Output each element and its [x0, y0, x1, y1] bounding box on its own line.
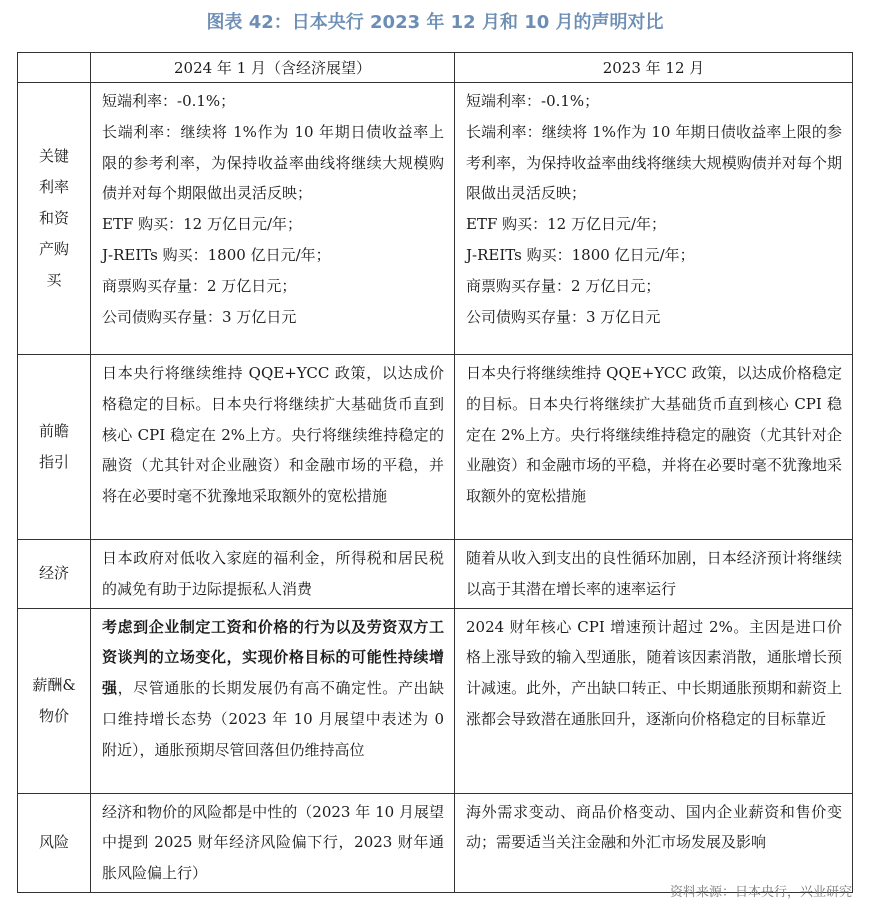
jreit-line: J-REITs 购买：1800 亿日元/年； [466, 245, 695, 264]
row-key-rate [18, 83, 853, 355]
cell-wages-2024 [91, 608, 455, 793]
wages-rest-text: ，尽管通胀的长期发展仍有高不确定性。产出缺口维持增长态势（2023 年 10 月展望中表述为 0 附近），通胀预期尽管回落但仍维持高位 [102, 679, 444, 759]
header-2024-jan: 2024 年 1 月（含经济展望） [91, 53, 455, 83]
row-label-guidance: 前瞻指引 [18, 355, 91, 540]
cell-guidance-2024: 日本央行将继续维持 QQE+YCC 政策，以达成价格稳定的目标。日本央行将继续扩大基础货币直到核心 CPI 稳定在 2%上方。央行将继续维持稳定的融资（尤其针对企业融资）和金融市场的平稳，并将在必要时毫不犹豫地采取额外的宽松措施 [91, 355, 455, 540]
etf-line: ETF 购买：12 万亿日元/年； [466, 215, 667, 234]
cell-wages-2023: 2024 财年核心 CPI 增速预计超过 2%。主因是进口价格上涨导致的输入型通胀，随着该因素消散，通胀增长预计减速。此外，产出缺口转正、中长期通胀预期和薪资上涨都会导致潜在通胀回升，逐渐向价格稳定的目标靠近 [455, 608, 853, 793]
long-rate-line: 长端利率：继续将 1%作为 10 年期日债收益率上限的参考利率，为保持收益率曲线将继续大规模购债并对每个期限做出灵活反映； [102, 122, 444, 203]
header-row [18, 53, 853, 83]
cell-guidance-2023: 日本央行将继续维持 QQE+YCC 政策，以达成价格稳定的目标。日本央行将继续扩大基础货币直到核心 CPI 稳定在 2%上方。央行将继续维持稳定的融资（尤其针对企业融资）和金融市场的平稳，并将在必要时毫不犹豫地采取额外的宽松措施 [455, 355, 853, 540]
cell-risk-2024: 经济和物价的风险都是中性的（2023 年 10 月展望中提到 2025 财年经济风险偏下行，2023 财年通胀风险偏上行） [91, 793, 455, 892]
cp-line: 商票购买存量：2 万亿日元； [466, 276, 661, 295]
header-2023-dec: 2023 年 12 月 [455, 53, 853, 83]
cell-key-rate-2024 [91, 83, 455, 355]
jreit-line: J-REITs 购买：1800 亿日元/年； [102, 245, 331, 264]
cell-risk-2023: 海外需求变动、商品价格变动、国内企业薪资和售价变动；需要适当关注金融和外汇市场发展及影响 [455, 793, 853, 892]
row-guidance [18, 355, 853, 540]
short-rate-line: 短端利率：-0.1%； [466, 92, 600, 110]
row-economy [18, 540, 853, 609]
wages-bold-text: 考虑到企业制定工资和价格的行为以及劳资双方工资谈判的立场变化，实现价格目标的可能性持续增强 [102, 617, 444, 698]
header-empty-cell [18, 53, 91, 83]
row-wages [18, 608, 853, 793]
row-label-key-rate: 关键利率和资产购买 [18, 83, 91, 355]
cell-economy-2024: 日本政府对低收入家庭的福利金，所得税和居民税的减免有助于边际提振私人消费 [91, 540, 455, 609]
cp-line: 商票购买存量：2 万亿日元； [102, 276, 297, 295]
etf-line: ETF 购买：12 万亿日元/年； [102, 215, 303, 234]
corp-bond-line: 公司债购买存量：3 万亿日元 [466, 307, 661, 326]
cell-economy-2023: 随着从收入到支出的良性循环加剧，日本经济预计将继续以高于其潜在增长率的速率运行 [455, 540, 853, 609]
long-rate-line: 长端利率：继续将 1%作为 10 年期日债收益率上限的参考利率，为保持收益率曲线将继续大规模购债并对每个期限做出灵活反映； [466, 122, 842, 203]
cell-key-rate-2023 [455, 83, 853, 355]
corp-bond-line: 公司债购买存量：3 万亿日元 [102, 307, 297, 326]
row-label-wages: 薪酬&物价 [18, 608, 91, 793]
row-label-risk: 风险 [18, 793, 91, 892]
source-note: 资料来源：日本央行，兴业研究 [669, 885, 852, 900]
row-label-economy: 经济 [18, 540, 91, 609]
comparison-table [17, 52, 853, 893]
figure-title: 图表 42：日本央行 2023 年 12 月和 10 月的声明对比 [206, 12, 664, 33]
row-risk [18, 793, 853, 892]
short-rate-line: 短端利率：-0.1%； [102, 92, 236, 110]
